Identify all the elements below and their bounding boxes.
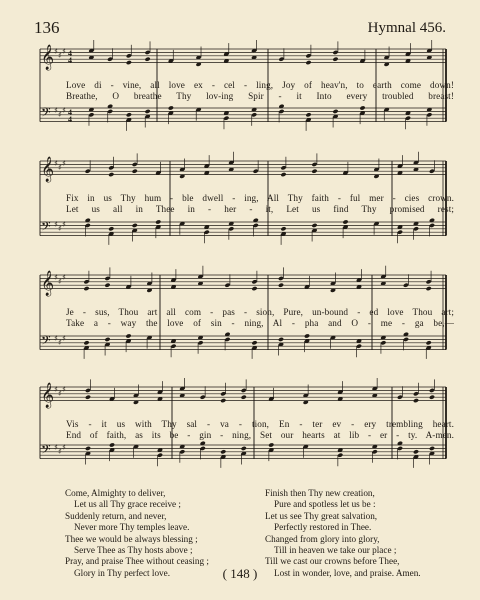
lyric-line: Take a - way the love of sin - ning, Al - pha and O - me - ga be,— [66,318,454,328]
verse-line: Pure and spotless let us be : [274,499,376,510]
page-header [0,0,480,40]
time-signature-top: 4 [68,49,72,58]
lyric-line: Let us all in Thee in - her - it, Let us find Thy promised rest; [66,204,454,214]
note-head [104,283,110,288]
sharp-icon: ♯ [54,334,58,343]
note-head [278,283,284,288]
note-head [85,395,91,400]
verse-line: Perfectly restored in Thee. [274,522,372,533]
note-head [145,109,151,114]
note-head [304,333,310,338]
verse-line: Come, Almighty to deliver, [65,488,166,498]
bass-clef-icon: 𝄢 [41,105,51,123]
page-number: 136 [34,18,60,37]
note-head [413,449,419,454]
note-head [85,446,91,451]
treble-clef-icon: 𝄞 [41,157,55,182]
note-head [268,442,274,447]
lyric-line: Vis - it us with Thy sal - va - tion, En - ter ev - ery trembling heart. [66,419,454,429]
note-head [220,398,226,403]
verse-line: Let us see Thy great salvation, [265,510,378,521]
note-head [429,446,435,451]
sharp-icon: ♯ [54,159,58,168]
sharp-icon: ♯ [54,273,58,282]
sharp-icon: ♯ [62,106,66,115]
note-head [126,112,132,117]
note-head [241,395,247,400]
verse-line: Thee we would be always blessing ; [65,533,198,544]
lyric-line: End of faith, as its be - gin - ning, Set our hearts at lib - er - ty. A-men. [66,430,454,440]
lyric-line: Breathe, O breathe Thy lov-ing Spir - it Into every troubled breast! [66,91,454,101]
note-head [83,340,89,345]
note-head [426,286,432,291]
sharp-icon: ♯ [54,385,58,394]
time-signature-top: 4 [68,108,72,117]
note-head [342,219,348,224]
treble-clef-icon: 𝄞 [41,271,55,296]
note-head [332,109,338,114]
note-head [132,223,138,228]
verse-line: Finish then Thy new creation, [265,488,375,498]
lyric-line: Je - sus, Thou art all com - pas - sion, Pure, un-bound - ed love Thou art; [66,307,454,317]
verse-line: Till in heaven we take our place ; [274,545,397,556]
verse-line: Let us all Thy grace receive ; [74,499,181,510]
note-head [125,333,131,338]
music-system-2 [0,150,480,262]
verse-line: Lost in wonder, love, and praise. Amen. [274,567,421,578]
verse-line: Glory in Thy perfect love. [74,567,171,578]
lyric-line: Fix in us Thy hum - ble dwell - ing, All Thy faith - ful mer - cies crown. [66,193,454,203]
note-head [305,60,311,65]
note-head [280,226,286,231]
verse-line: Till we cast our crowns before Thee, [265,556,400,567]
verse-line: Pray, and praise Thee without ceasing ; [65,556,209,567]
note-head [168,105,174,110]
sharp-icon: ♯ [58,277,62,286]
bass-clef-icon: 𝄢 [41,333,51,351]
note-head [155,219,161,224]
note-head [359,105,365,110]
note-head [108,172,114,177]
note-head [278,337,284,342]
sharp-icon: ♯ [54,220,58,229]
note-head [220,449,226,454]
sharp-icon: ♯ [62,334,66,343]
note-head [251,340,257,345]
sharp-icon: ♯ [58,110,62,119]
note-head [132,169,138,174]
note-head [108,226,114,231]
sharp-icon: ♯ [62,220,66,229]
note-head [332,57,338,62]
note-head [83,286,89,291]
bass-clef-icon: 𝄢 [41,219,51,237]
footer-page-number: ( 148 ) [222,566,258,581]
note-head [241,446,247,451]
sharp-icon: ♯ [62,385,66,394]
sharp-icon: ♯ [58,338,62,347]
note-head [280,172,286,177]
note-head [305,112,311,117]
note-head [413,398,419,403]
music-system-3 [0,264,480,376]
note-head [109,442,115,447]
sharp-icon: ♯ [58,447,62,456]
sharp-icon: ♯ [54,106,58,115]
time-signature-bottom: 4 [68,56,72,65]
sharp-icon: ♯ [62,273,66,282]
sharp-icon: ♯ [62,47,66,56]
note-head [126,60,132,65]
sharp-icon: ♯ [58,224,62,233]
verse-line: Changed from glory into glory, [265,533,380,544]
sharp-icon: ♯ [54,443,58,452]
note-head [426,340,432,345]
note-head [311,223,317,228]
verse-line: Never more Thy temples leave. [74,522,190,533]
verse-line: Suddenly return, and never, [65,510,167,521]
music-system-1 [0,40,480,150]
hymn-reference: Hymnal 456. [367,20,446,36]
sharp-icon: ♯ [58,51,62,60]
sharp-icon: ♯ [62,159,66,168]
note-head [429,395,435,400]
sharp-icon: ♯ [62,443,66,452]
time-signature-bottom: 4 [68,115,72,124]
note-head [145,57,151,62]
verse-line: Serve Thee as Thy hosts above ; [74,545,193,556]
sharp-icon: ♯ [58,389,62,398]
note-head [311,169,317,174]
lyric-line: Love di - vine, all love ex - cel - ling, Joy of heav'n, to earth come down! [66,80,454,90]
treble-clef-icon: 𝄞 [41,45,55,70]
note-head [251,286,257,291]
sharp-icon: ♯ [58,163,62,172]
note-head [104,337,110,342]
bass-clef-icon: 𝄢 [41,442,51,460]
sharp-icon: ♯ [54,47,58,56]
music-system-4 [0,378,480,486]
treble-clef-icon: 𝄞 [41,383,55,408]
